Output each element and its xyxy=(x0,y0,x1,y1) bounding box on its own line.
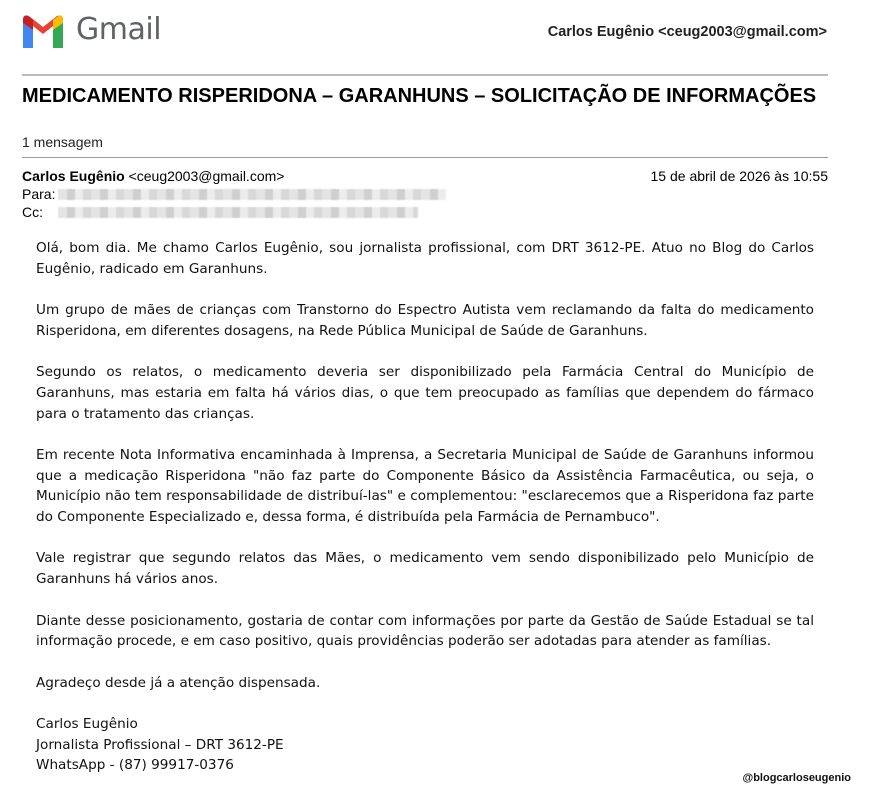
redacted-cc-recipients xyxy=(58,207,418,218)
signature-title: Jornalista Profissional – DRT 3612-PE xyxy=(36,736,284,753)
header-divider xyxy=(22,74,828,76)
body-paragraph: Vale registrar que segundo relatos das Mães, o medicamento vem sendo disponibilizado pelo Município de Garanhuns há vários anos. xyxy=(36,550,814,588)
to-row xyxy=(22,185,828,203)
message-body xyxy=(36,238,814,776)
signature xyxy=(36,714,814,776)
body-paragraph: Agradeço desde já a atenção dispensada. xyxy=(36,674,321,691)
watermark: @blogcarloseugenio xyxy=(742,772,851,784)
cc-row xyxy=(22,203,828,221)
body-paragraph: Diante desse posicionamento, gostaria de contar com informações por parte da Gestão de Saúde Estadual se tal informação procede, e em caso positivo, quais providências poderão ser adotadas para atender as famílias. xyxy=(36,612,814,650)
gmail-logo-text: Gmail xyxy=(76,12,162,47)
to-label: Para: xyxy=(22,186,56,202)
body-paragraph: Olá, bom dia. Me chamo Carlos Eugênio, sou jornalista profissional, com DRT 3612-PE. Atuo no Blog do Carlos Eugênio, radicado em Garanhuns. xyxy=(36,240,814,277)
message-count: 1 mensagem xyxy=(22,134,103,150)
thread-subject: MEDICAMENTO RISPERIDONA – GARANHUNS – SOLICITAÇÃO DE INFORMAÇÕES xyxy=(22,85,817,107)
message-date: 15 de abril de 2026 às 10:55 xyxy=(650,168,828,184)
cc-label: Cc: xyxy=(22,204,43,220)
gmail-logo[interactable] xyxy=(20,12,161,48)
redacted-recipients xyxy=(58,189,446,200)
gmail-m-icon xyxy=(20,12,66,48)
body-paragraph: Um grupo de mães de crianças com Transtorno do Espectro Autista vem reclamando da falta do medicamento Risperidona, em diferentes dosagens, na Rede Pública Municipal de Saúde de Garanhuns. xyxy=(36,302,814,339)
message-header xyxy=(22,167,828,221)
sender-email[interactable]: <ceug2003@gmail.com> xyxy=(128,168,285,184)
sender-name: Carlos Eugênio xyxy=(22,168,125,184)
subject-divider xyxy=(22,157,828,158)
header xyxy=(0,0,869,70)
signature-name: Carlos Eugênio xyxy=(36,716,138,733)
body-paragraph: Em recente Nota Informativa encaminhada à Imprensa, a Secretaria Municipal de Saúde de Garanhuns informou que a medicação Risperidona "não faz parte do Componente Básico da Assistência Farmacêutica, ou seja, o Município não tem responsabilidade de distribuí-las" e complementou: "esclarecemos que a Risperidona faz parte do Componente Especializado e, dessa forma, é distribuída pela Farmácia de Pernambuco". xyxy=(36,446,814,526)
body-paragraph: Segundo os relatos, o medicamento deveria ser disponibilizado pela Farmácia Central do Município de Garanhuns, mas estaria em falta há vários dias, o que tem preocupado as famílias que dependem do fármaco para o tratamento das crianças. xyxy=(36,364,814,422)
signature-phone: WhatsApp - (87) 99917-0376 xyxy=(36,757,234,774)
account-identity: Carlos Eugênio <ceug2003@gmail.com> xyxy=(547,24,827,40)
